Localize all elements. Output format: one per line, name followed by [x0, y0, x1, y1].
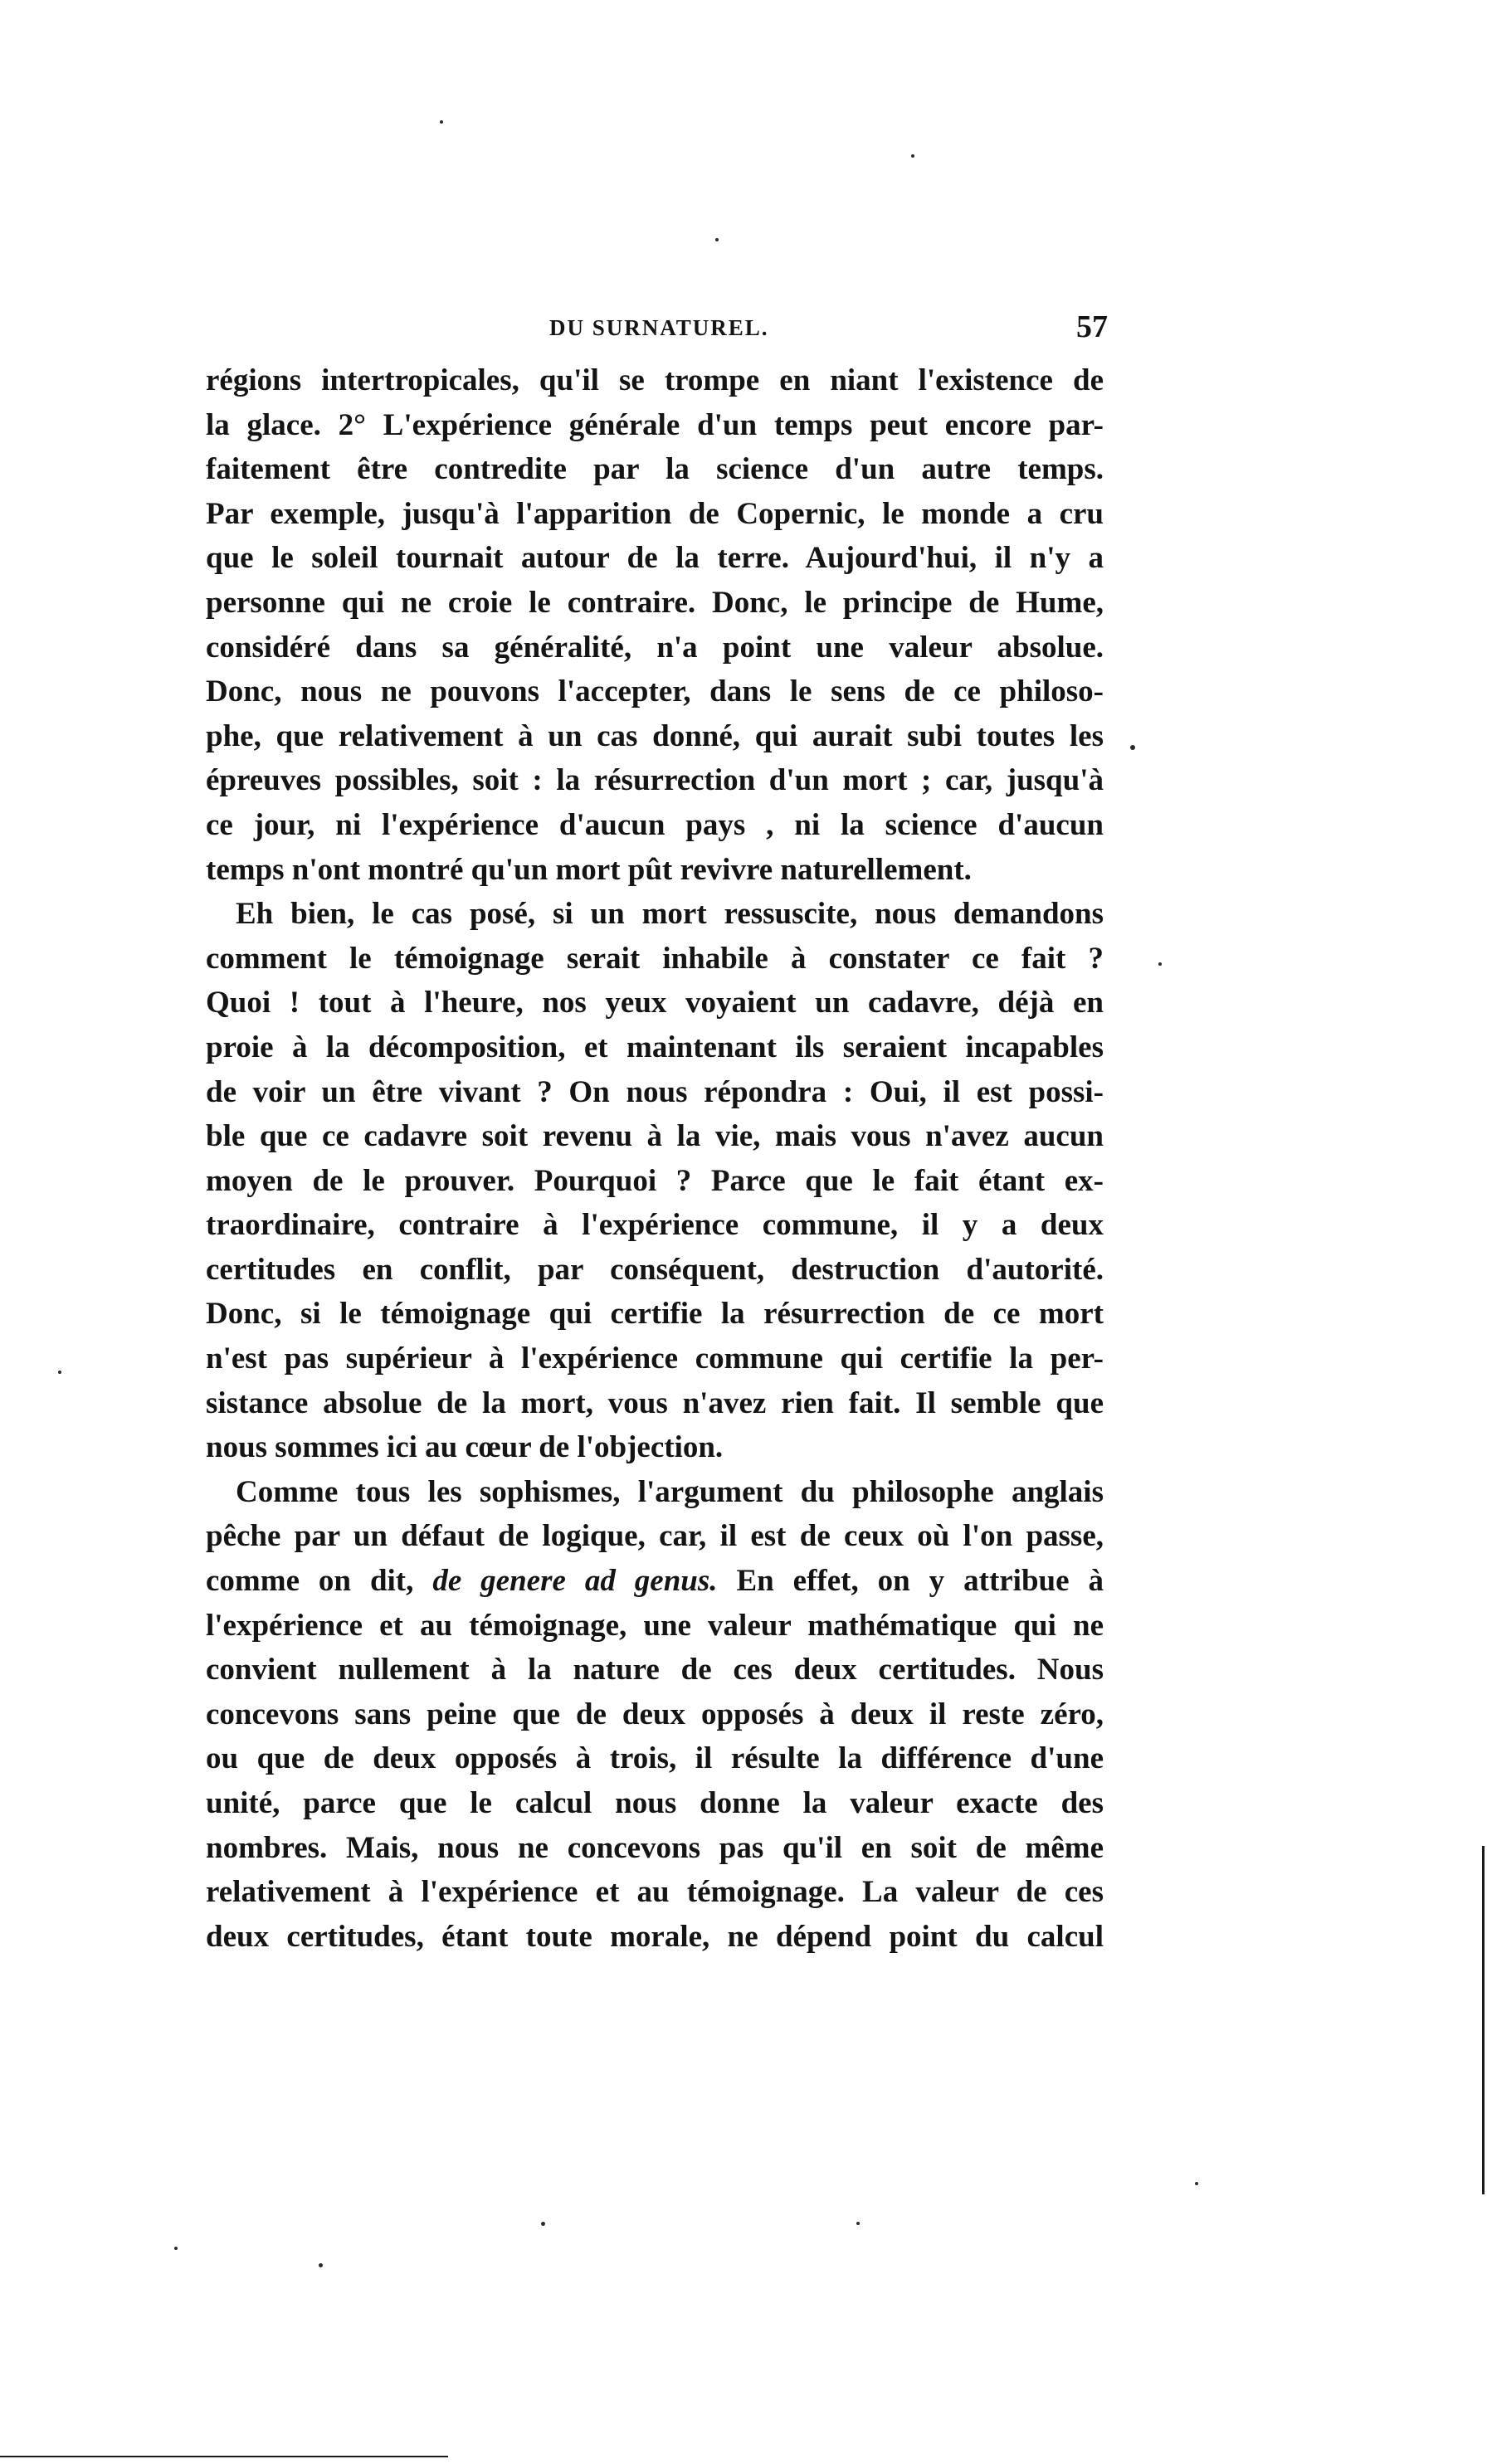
text-line: concevons sans peine que de deux opposés à deux il reste zéro,: [206, 1697, 1104, 1731]
text-line: pêche par un défaut de logique, car, il est de ceux où l'on passe,: [206, 1519, 1104, 1554]
dust-speck: [541, 2222, 545, 2226]
latin-phrase: de genere ad genus.: [432, 1564, 718, 1599]
text-line: régions intertropicales, qu'il se trompe en niant l'existence de: [206, 363, 1104, 397]
text-line: Eh bien, le cas posé, si un mort ressuscite, nous demandons: [236, 897, 1104, 932]
running-title: DU SURNATUREL.: [549, 315, 769, 340]
text-line: Donc, si le témoignage qui certifie la résurrection de ce mort: [206, 1297, 1104, 1332]
dust-speck: [58, 1371, 61, 1374]
dust-speck: [1195, 2182, 1198, 2185]
text-line: traordinaire, contraire à l'expérience commune, il y a deux: [206, 1208, 1104, 1243]
text-line: ble que ce cadavre soit revenu à la vie, mais vous n'avez aucun: [206, 1119, 1104, 1154]
text-line: phe, que relativement à un cas donné, qui aurait subi toutes les: [206, 718, 1104, 753]
page-number: 57: [1076, 309, 1108, 344]
scan-edge-right: [1482, 1846, 1485, 2194]
text-line: sistance absolue de la mort, vous n'avez rien fait. Il semble que: [206, 1385, 1104, 1420]
text-line: personne qui ne croie le contraire. Donc, le principe de Hume,: [206, 585, 1104, 620]
text-line: unité, parce que le calcul nous donne la valeur exacte des: [206, 1786, 1104, 1820]
text-line: Donc, nous ne pouvons l'accepter, dans le sens de ce philoso-: [206, 674, 1104, 709]
text-line: considéré dans sa généralité, n'a point une valeur absolue.: [206, 630, 1104, 665]
dust-speck: [1158, 962, 1162, 966]
text-run: comme on dit,: [206, 1564, 433, 1599]
text-line: proie à la décomposition, et maintenant ils seraient incapables: [206, 1030, 1104, 1064]
text-line: que le soleil tournait autour de la terre. Aujourd'hui, il n'y a: [206, 541, 1104, 576]
dust-speck: [715, 238, 719, 241]
text-line: Comme tous les sophismes, l'argument du philosophe anglais: [236, 1474, 1104, 1509]
paragraph-2: [206, 892, 1104, 1470]
text-line: nous sommes ici au cœur de l'objection.: [206, 1430, 724, 1465]
text-line: comment le témoignage serait inhabile à constater ce fait ?: [206, 941, 1104, 976]
text-line: convient nullement à la nature de ces deux certitudes. Nous: [206, 1653, 1104, 1687]
dust-speck: [911, 154, 914, 158]
text-line: relativement à l'expérience et au témoignage. La valeur de ces: [206, 1875, 1104, 1910]
text-line: n'est pas supérieur à l'expérience commune qui certifie la per-: [206, 1342, 1104, 1376]
text-line: temps n'ont montré qu'un mort pût revivre naturellement.: [206, 852, 972, 887]
text-run: En effet, on y attribue à: [717, 1564, 1104, 1599]
dust-speck: [440, 120, 443, 124]
paragraph-1: [206, 358, 1104, 892]
dust-speck: [319, 2263, 323, 2267]
body-text: [206, 358, 1104, 1959]
text-line: Quoi ! tout à l'heure, nos yeux voyaient un cadavre, déjà en: [206, 986, 1104, 1020]
page-header: [207, 309, 1108, 350]
dust-speck: [856, 2222, 860, 2225]
text-line: nombres. Mais, nous ne concevons pas qu'il en soit de même: [206, 1830, 1104, 1865]
text-line: faitement être contredite par la science d'un autre temps.: [206, 452, 1104, 487]
text-line: deux certitudes, étant toute morale, ne dépend point du calcul: [206, 1919, 1104, 1954]
text-line: épreuves possibles, soit : la résurrection d'un mort ; car, jusqu'à: [206, 763, 1104, 798]
text-line-with-italic: [206, 1559, 1104, 1604]
text-line: la glace. 2° L'expérience générale d'un temps peut encore par-: [206, 407, 1104, 442]
text-line: de voir un être vivant ? On nous répondra : Oui, il est possi-: [206, 1074, 1104, 1109]
text-line: certitudes en conflit, par conséquent, destruction d'autorité.: [206, 1252, 1104, 1287]
text-line: ce jour, ni l'expérience d'aucun pays , ni la science d'aucun: [206, 807, 1104, 842]
text-line: Par exemple, jusqu'à l'apparition de Copernic, le monde a cru: [206, 496, 1104, 531]
text-line: moyen de le prouver. Pourquoi ? Parce que le fait étant ex-: [206, 1163, 1104, 1198]
text-line: l'expérience et au témoignage, une valeur mathématique qui ne: [206, 1608, 1104, 1643]
paragraph-3: [206, 1470, 1104, 1960]
text-line: ou que de deux opposés à trois, il résulte la différence d'une: [206, 1741, 1104, 1776]
dust-speck: [1130, 745, 1135, 750]
dust-speck: [174, 2247, 178, 2250]
scan-edge-bottom: [0, 2456, 448, 2457]
